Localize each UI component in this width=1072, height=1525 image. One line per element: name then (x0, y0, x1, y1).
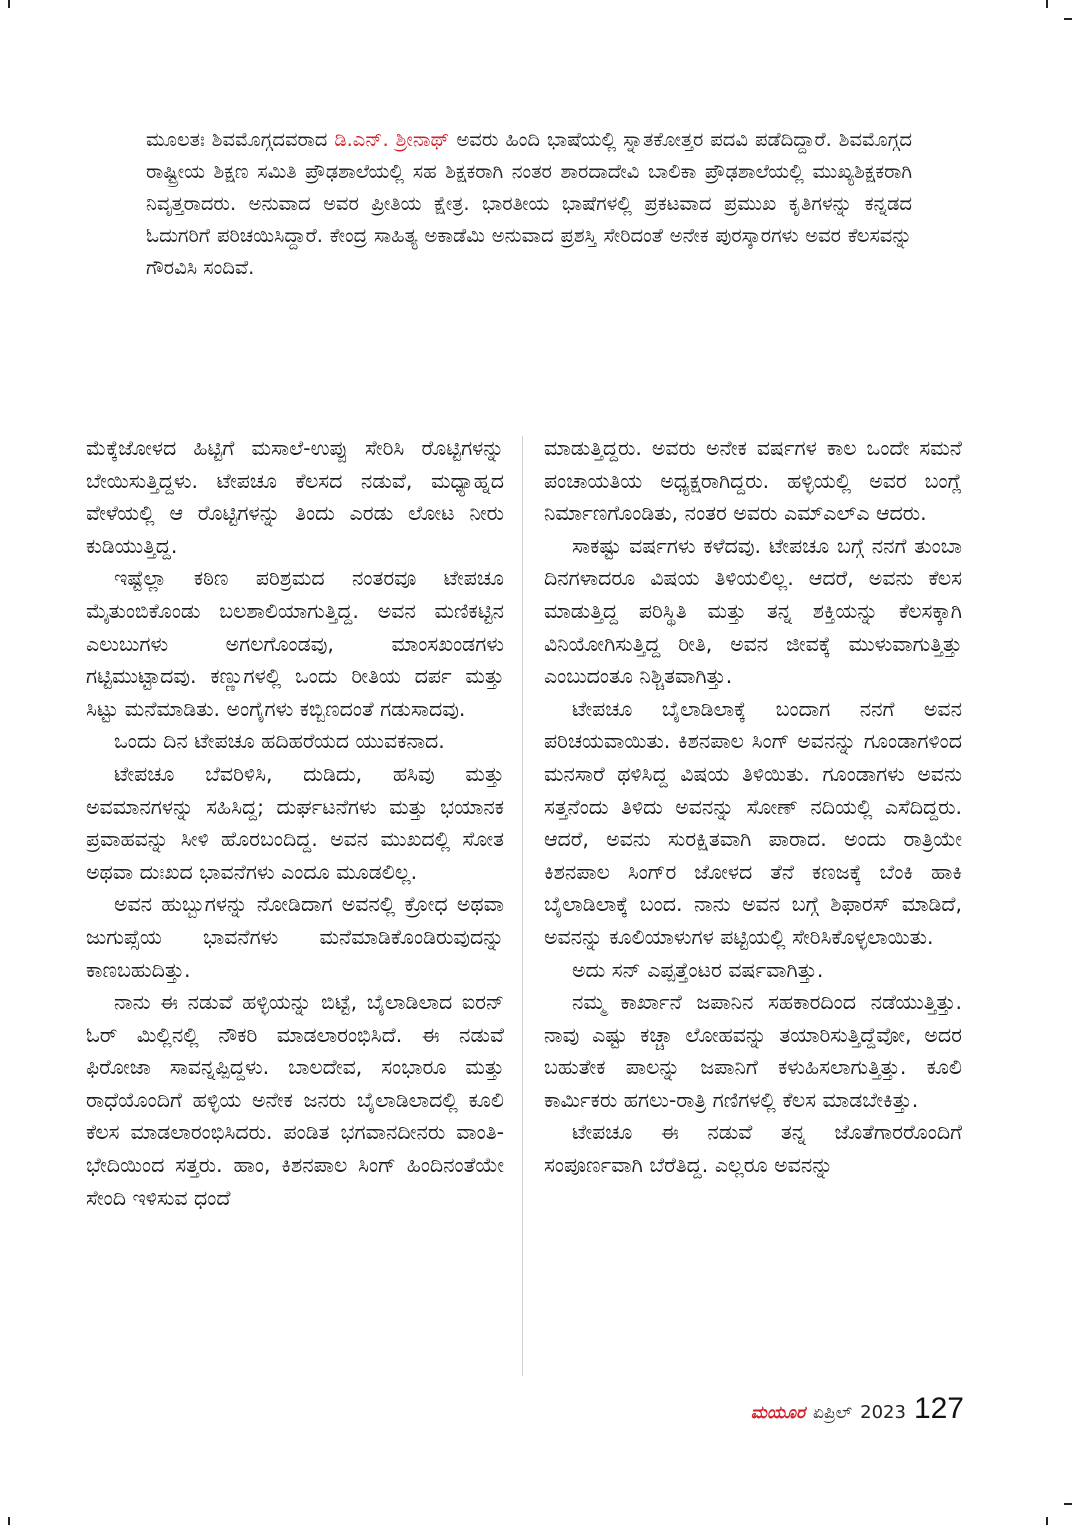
crop-mark-top-right (1046, 0, 1048, 8)
paragraph: ಟೇಪಚೂ ಈ ನಡುವೆ ತನ್ನ ಜೊತೆಗಾರರೊಂದಿಗೆ ಸಂಪೂರ್ಣವಾಗಿ ಬೆರೆತಿದ್ದ. ಎಲ್ಲರೂ ಅವನನ್ನು (544, 1120, 962, 1178)
crop-mark-right-upper (1064, 18, 1072, 20)
paragraph: ನಾನು ಈ ನಡುವೆ ಹಳ್ಳಿಯನ್ನು ಬಿಟ್ಟೆ, ಬೈಲಾಡಿಲಾದ ಐರನ್ ಓರ್ ಮಿಲ್ಲಿನಲ್ಲಿ ನೌಕರಿ ಮಾಡಲಾರಂಭಿಸಿದೆ. ಈ ನಡುವೆ ಫಿರೋಜಾ ಸಾವನ್ನಪ್ಪಿದ್ದಳು. ಬಾಲದೇವ, ಸಂಭಾರೂ ಮತ್ತು ರಾಧೆಯೊಂದಿಗೆ ಹಳ್ಳಿಯ ಅನೇಕ ಜನರು ಬೈಲಾಡಿಲಾದಲ್ಲಿ ಕೂಲಿ ಕೆಲಸ ಮಾಡಲಾರಂಭಿಸಿದರು. ಪಂಡಿತ ಭಗವಾನದೀನರು ವಾಂತಿ-ಭೇದಿಯಿಂದ ಸತ್ತರು. ಹಾಂ, ಕಿಶನಪಾಲ ಸಿಂಗ್ ಹಿಂದಿನಂತೆಯೇ ಸೇಂದಿ ಇಳಿಸುವ ಧಂದೆ (86, 990, 504, 1210)
paragraph: ಟೇಪಚೂ ಬೈಲಾಡಿಲಾಕ್ಕೆ ಬಂದಾಗ ನನಗೆ ಅವನ ಪರಿಚಯವಾಯಿತು. ಕಿಶನಪಾಲ ಸಿಂಗ್ ಅವನನ್ನು ಗೂಂಡಾಗಳಿಂದ ಮನಸಾರೆ ಥಳಿಸಿದ್ದ ವಿಷಯ ತಿಳಿಯಿತು. ಗೂಂಡಾಗಳು ಅವನು ಸತ್ತನೆಂದು ತಿಳಿದು ಅವನನ್ನು ಸೋಣ್ ನದಿಯಲ್ಲಿ ಎಸೆದಿದ್ದರು. ಆದರೆ, ಅವನು ಸುರಕ್ಷಿತವಾಗಿ ಪಾರಾದ. ಅಂದು ರಾತ್ರಿಯೇ ಕಿಶನಪಾಲ ಸಿಂಗ್‌ರ ಜೋಳದ ತೆನೆ ಕಣಜಕ್ಕೆ ಬೆಂಕಿ ಹಾಕಿ ಬೈಲಾಡಿಲಾಕ್ಕೆ ಬಂದ. ನಾನು ಅವನ ಬಗ್ಗೆ ಶಿಫಾರಸ್ ಮಾಡಿದೆ, ಅವನನ್ನು ಕೂಲಿಯಾಳುಗಳ ಪಟ್ಟಿಯಲ್ಲಿ ಸೇರಿಸಿಕೊಳ್ಳಲಾಯಿತು. (544, 696, 962, 949)
crop-mark-bottom-right (1046, 1517, 1048, 1525)
bio-text-rest: ಅವರು ಹಿಂದಿ ಭಾಷೆಯಲ್ಲಿ ಸ್ನಾತಕೋತ್ತರ ಪದವಿ ಪಡೆದಿದ್ದಾರೆ. ಶಿವಮೊಗ್ಗದ ರಾಷ್ಟ್ರೀಯ ಶಿಕ್ಷಣ ಸಮಿತಿ ಪ್ರೌಢಶಾಲೆಯಲ್ಲಿ ಸಹ ಶಿಕ್ಷಕರಾಗಿ ನಂತರ ಶಾರದಾದೇವಿ ಬಾಲಿಕಾ ಪ್ರೌಢಶಾಲೆಯಲ್ಲಿ ಮುಖ್ಯಶಿಕ್ಷಕರಾಗಿ ನಿವೃತ್ತರಾದರು. ಅನುವಾದ ಅವರ ಪ್ರೀತಿಯ ಕ್ಷೇತ್ರ. ಭಾರತೀಯ ಭಾಷೆಗಳಲ್ಲಿ ಪ್ರಕಟವಾದ ಪ್ರಮುಖ ಕೃತಿಗಳನ್ನು ಕನ್ನಡದ ಓದುಗರಿಗೆ ಪರಿಚಯಿಸಿದ್ದಾರೆ. ಕೇಂದ್ರ ಸಾಹಿತ್ಯ ಅಕಾಡೆಮಿ ಅನುವಾದ ಪ್ರಶಸ್ತಿ ಸೇರಿದಂತೆ ಅನೇಕ ಪುರಸ್ಕಾರಗಳು ಅವರ ಕೆಲಸವನ್ನು ಗೌರವಿಸಿ ಸಂದಿವೆ. (146, 128, 912, 279)
crop-mark-bottom-left (8, 1517, 10, 1525)
paragraph: ಅದು ಸನ್ ಎಪ್ಪತ್ತೆಂಟರ ವರ್ಷವಾಗಿತ್ತು. (572, 957, 824, 982)
paragraph: ಇಷ್ಟೆಲ್ಲಾ ಕಠಿಣ ಪರಿಶ್ರಮದ ನಂತರವೂ ಟೇಪಚೂ ಮೈತುಂಬಿಕೊಂಡು ಬಲಶಾಲಿಯಾಗುತ್ತಿದ್ದ. ಅವನ ಮಣಿಕಟ್ಟಿನ ಎಲುಬುಗಳು ಅಗಲಗೊಂಡವು, ಮಾಂಸಖಂಡಗಳು ಗಟ್ಟಿಮುಟ್ಟಾದವು. ಕಣ್ಣುಗಳಲ್ಲಿ ಒಂದು ರೀತಿಯ ದರ್ಪ ಮತ್ತು ಸಿಟ್ಟು ಮನೆಮಾಡಿತು. ಅಂಗೈಗಳು ಕಬ್ಬಿಣದಂತೆ ಗಡುಸಾದವು. (86, 566, 504, 721)
crop-mark-top-left (8, 0, 10, 8)
paragraph: ಮಾಡುತ್ತಿದ್ದರು. ಅವರು ಅನೇಕ ವರ್ಷಗಳ ಕಾಲ ಒಂದೇ ಸಮನೆ ಪಂಚಾಯತಿಯ ಅಧ್ಯಕ್ಷರಾಗಿದ್ದರು. ಹಳ್ಳಿಯಲ್ಲಿ ಅವರ ಬಂಗ್ಲೆ ನಿರ್ಮಾಣಗೊಂಡಿತು, ನಂತರ ಅವರು ಎಮ್‌ಎಲ್‌ಎ ಆದರು. (544, 436, 962, 526)
page-footer (724, 1392, 964, 1432)
issue-year: 2023 (860, 1402, 906, 1423)
translator-bio (146, 124, 912, 284)
article-column-left (86, 432, 504, 1214)
article-column-right (544, 432, 962, 1182)
paragraph: ಟೇಪಚೂ ಬೆವರಿಳಿಸಿ, ದುಡಿದು, ಹಸಿವು ಮತ್ತು ಅವಮಾನಗಳನ್ನು ಸಹಿಸಿದ್ದ; ದುರ್ಘಟನೆಗಳು ಮತ್ತು ಭಯಾನಕ ಪ್ರವಾಹವನ್ನು ಸೀಳಿ ಹೊರಬಂದಿದ್ದ. ಅವನ ಮುಖದಲ್ಲಿ ಸೋತ ಅಥವಾ ದುಃಖದ ಭಾವನೆಗಳು ಎಂದೂ ಮೂಡಲಿಲ್ಲ. (86, 761, 504, 884)
column-divider (522, 436, 523, 1376)
paragraph: ನಮ್ಮ ಕಾರ್ಖಾನೆ ಜಪಾನಿನ ಸಹಕಾರದಿಂದ ನಡೆಯುತ್ತಿತ್ತು. ನಾವು ಎಷ್ಟು ಕಚ್ಚಾ ಲೋಹವನ್ನು ತಯಾರಿಸುತ್ತಿದ್ದೆವೋ, ಅದರ ಬಹುತೇಕ ಪಾಲನ್ನು ಜಪಾನಿಗೆ ಕಳುಹಿಸಲಾಗುತ್ತಿತ್ತು. ಕೂಲಿ ಕಾರ್ಮಿಕರು ಹಗಲು-ರಾತ್ರಿ ಗಣಿಗಳಲ್ಲಿ ಕೆಲಸ ಮಾಡಬೇಕಿತ್ತು. (544, 990, 962, 1112)
magazine-logo: ಮಯೂರ (750, 1403, 805, 1423)
paragraph: ಅವನ ಹುಬ್ಬುಗಳನ್ನು ನೋಡಿದಾಗ ಅವನಲ್ಲಿ ಕ್ರೋಧ ಅಥವಾ ಜುಗುಪ್ಸೆಯ ಭಾವನೆಗಳು ಮನೆಮಾಡಿಕೊಂಡಿರುವುದನ್ನು ಕಾಣಬಹುದಿತ್ತು. (86, 892, 504, 982)
translator-name: ಡಿ.ಎನ್. ಶ್ರೀನಾಥ್ (334, 128, 450, 151)
paragraph: ಮೆಕ್ಕೆಜೋಳದ ಹಿಟ್ಟಿಗೆ ಮಸಾಲೆ-ಉಪ್ಪು ಸೇರಿಸಿ ರೊಟ್ಟಿಗಳನ್ನು ಬೇಯಿಸುತ್ತಿದ್ದಳು. ಟೇಪಚೂ ಕೆಲಸದ ನಡುವೆ, ಮಧ್ಯಾಹ್ನದ ವೇಳೆಯಲ್ಲಿ ಆ ರೊಟ್ಟಿಗಳನ್ನು ತಿಂದು ಎರಡು ಲೋಟ ನೀರು ಕುಡಿಯುತ್ತಿದ್ದ. (86, 436, 504, 558)
issue-month: ಏಪ್ರಿಲ್ (812, 1403, 853, 1423)
paragraph: ಸಾಕಷ್ಟು ವರ್ಷಗಳು ಕಳೆದವು. ಟೇಪಚೂ ಬಗ್ಗೆ ನನಗೆ ತುಂಬಾ ದಿನಗಳಾದರೂ ವಿಷಯ ತಿಳಿಯಲಿಲ್ಲ. ಆದರೆ, ಅವನು ಕೆಲಸ ಮಾಡುತ್ತಿದ್ದ ಪರಿಸ್ಥಿತಿ ಮತ್ತು ತನ್ನ ಶಕ್ತಿಯನ್ನು ಕೆಲಸಕ್ಕಾಗಿ ವಿನಿಯೋಗಿಸುತ್ತಿದ್ದ ರೀತಿ, ಅವನ ಜೀವಕ್ಕೆ ಮುಳುವಾಗುತ್ತಿತ್ತು ಎಂಬುದಂತೂ ನಿಶ್ಚಿತವಾಗಿತ್ತು. (544, 533, 962, 689)
page-number: 127 (913, 1392, 964, 1425)
bio-text-start: ಮೂಲತಃ ಶಿವಮೊಗ್ಗದವರಾದ (146, 128, 335, 151)
crop-mark-right-lower (1064, 1503, 1072, 1505)
paragraph: ಒಂದು ದಿನ ಟೇಪಚೂ ಹದಿಹರೆಯದ ಯುವಕನಾದ. (114, 729, 445, 754)
